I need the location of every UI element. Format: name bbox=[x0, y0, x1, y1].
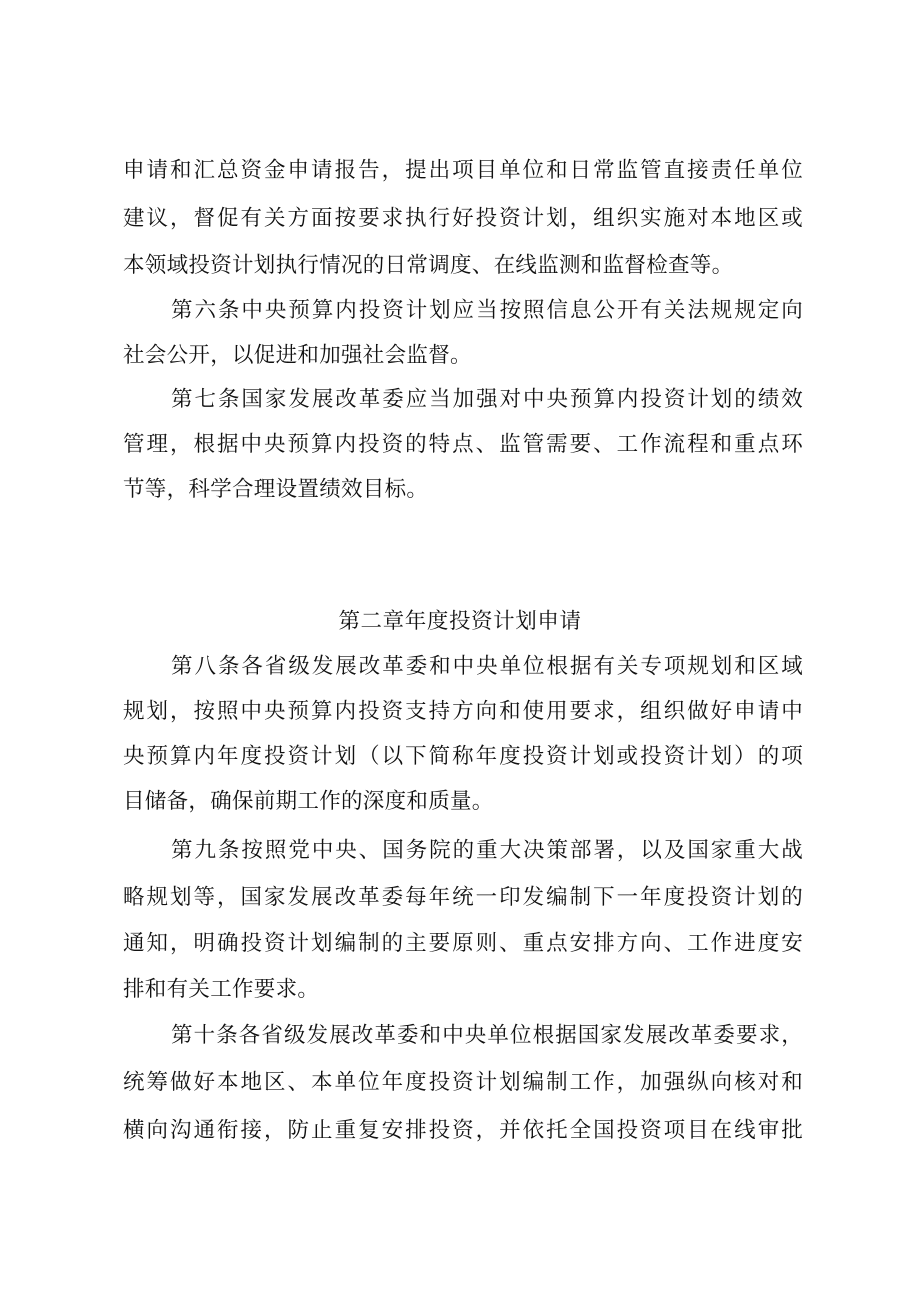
text-line: 社会公开，以促进和加强社会监督。 bbox=[123, 343, 472, 368]
chapter-heading: 第二章年度投资计划申请 bbox=[338, 609, 582, 634]
text-line: 排和有关工作要求。 bbox=[123, 977, 320, 1002]
article-6-first-line: 第六条中央预算内投资计划应当按照信息公开有关法规规定向 bbox=[171, 298, 803, 323]
article-10-first-line: 第十条各省级发展改革委和中央单位根据国家发展改革委要求， bbox=[171, 1023, 803, 1048]
text-line: 规划，按照中央预算内投资支持方向和使用要求，组织做好申请中 bbox=[123, 699, 803, 724]
article-8-first-line: 第八条各省级发展改革委和中央单位根据有关专项规划和区域 bbox=[171, 654, 803, 679]
text-line: 统筹做好本地区、本单位年度投资计划编制工作，加强纵向核对和 bbox=[123, 1070, 803, 1095]
article-7-first-line: 第七条国家发展改革委应当加强对中央预算内投资计划的绩效 bbox=[171, 387, 803, 412]
text-line: 通知，明确投资计划编制的主要原则、重点安排方向、工作进度安 bbox=[123, 931, 803, 956]
text-line: 节等，科学合理设置绩效目标。 bbox=[123, 477, 429, 502]
text-line: 本领域投资计划执行情况的日常调度、在线监测和监督检查等。 bbox=[123, 253, 734, 278]
article-9-first-line: 第九条按照党中央、国务院的重大决策部署，以及国家重大战 bbox=[171, 838, 803, 863]
text-line: 目储备，确保前期工作的深度和质量。 bbox=[123, 789, 494, 814]
text-line: 略规划等，国家发展改革委每年统一印发编制下一年度投资计划的 bbox=[123, 885, 803, 910]
text-line: 管理，根据中央预算内投资的特点、监管需要、工作流程和重点环 bbox=[123, 432, 803, 457]
text-line: 横向沟通衔接，防止重复安排投资，并依托全国投资项目在线审批 bbox=[123, 1118, 803, 1143]
text-line: 申请和汇总资金申请报告，提出项目单位和日常监管直接责任单位 bbox=[123, 158, 803, 183]
text-line: 央预算内年度投资计划（以下简称年度投资计划或投资计划）的项 bbox=[123, 744, 803, 769]
text-line: 建议，督促有关方面按要求执行好投资计划，组织实施对本地区或 bbox=[123, 206, 803, 231]
